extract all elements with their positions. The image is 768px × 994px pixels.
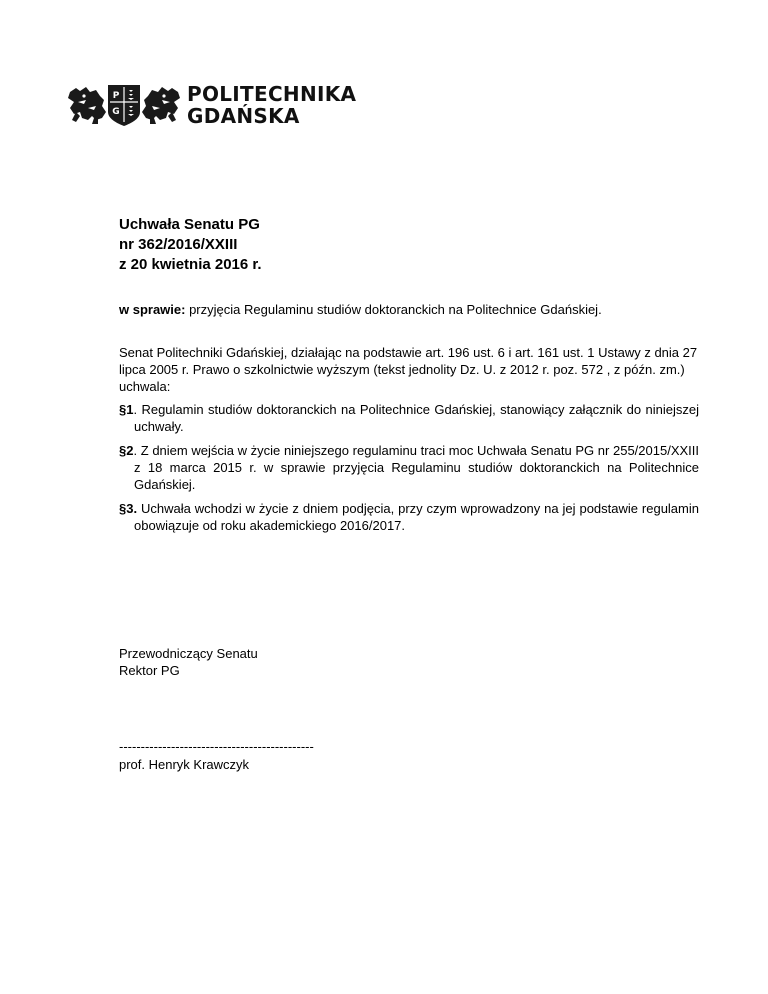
svg-text:G: G [112,107,120,117]
logo-line-2: GDAŃSKA [187,104,300,128]
subject-label: w sprawie: [119,302,186,317]
section-3-text: Uchwała wchodzi w życie z dniem podjęcia, przy czym wprowadzony na jej podstawie regulamin obowiązuje od roku akademickiego 2016/2017. [134,501,699,533]
section-2 [119,442,699,493]
section-2-label: §2 [119,443,134,458]
signature-line: --------------------------------------------- [119,739,314,754]
signature-role-2: Rektor PG [119,663,180,678]
subject-text: przyjęcia Regulaminu studiów doktoranckich na Politechnice Gdańskiej. [185,302,602,317]
intro-paragraph: Senat Politechniki Gdańskiej, działając na podstawie art. 196 ust. 6 i art. 161 ust. 1 Ustawy z dnia 27 lipca 2005 r. Prawo o szkolnictwie wyższym (tekst jednolity Dz. U. z 2012 r. poz. 572 , z późn. zm.) uchwala: [119,345,698,394]
university-logo [66,78,357,128]
svg-text:P: P [112,91,120,101]
signature-role-1: Przewodniczący Senatu [119,646,258,661]
resolution-title [119,215,262,275]
section-2-text: . Z dniem wejścia w życie niniejszego regulaminu traci moc Uchwała Senatu PG nr 255/2015/XXIII z 18 marca 2015 r. w sprawie przyjęcia Regulaminu studiów doktoranckich na Politechnice Gdańskiej. [133,443,699,492]
logo-line-1: POLITECHNIKA [187,82,357,106]
section-1-text: . Regulamin studiów doktoranckich na Politechnice Gdańskiej, stanowiący załącznik do niniejszej uchwały. [133,402,699,434]
signature-block [119,645,258,679]
university-name [187,83,356,127]
section-1 [119,401,699,435]
title-line-2: nr 362/2016/XXIII [119,236,238,253]
section-3-label: §3. [119,501,138,516]
title-line-1: Uchwała Senatu PG [119,216,260,233]
resolution-subject [119,302,602,318]
crest-lions-icon [66,82,182,126]
title-line-3: z 20 kwietnia 2016 r. [119,256,262,273]
section-3 [119,500,699,534]
section-1-label: §1 [119,402,134,417]
signer-name: prof. Henryk Krawczyk [119,757,250,772]
